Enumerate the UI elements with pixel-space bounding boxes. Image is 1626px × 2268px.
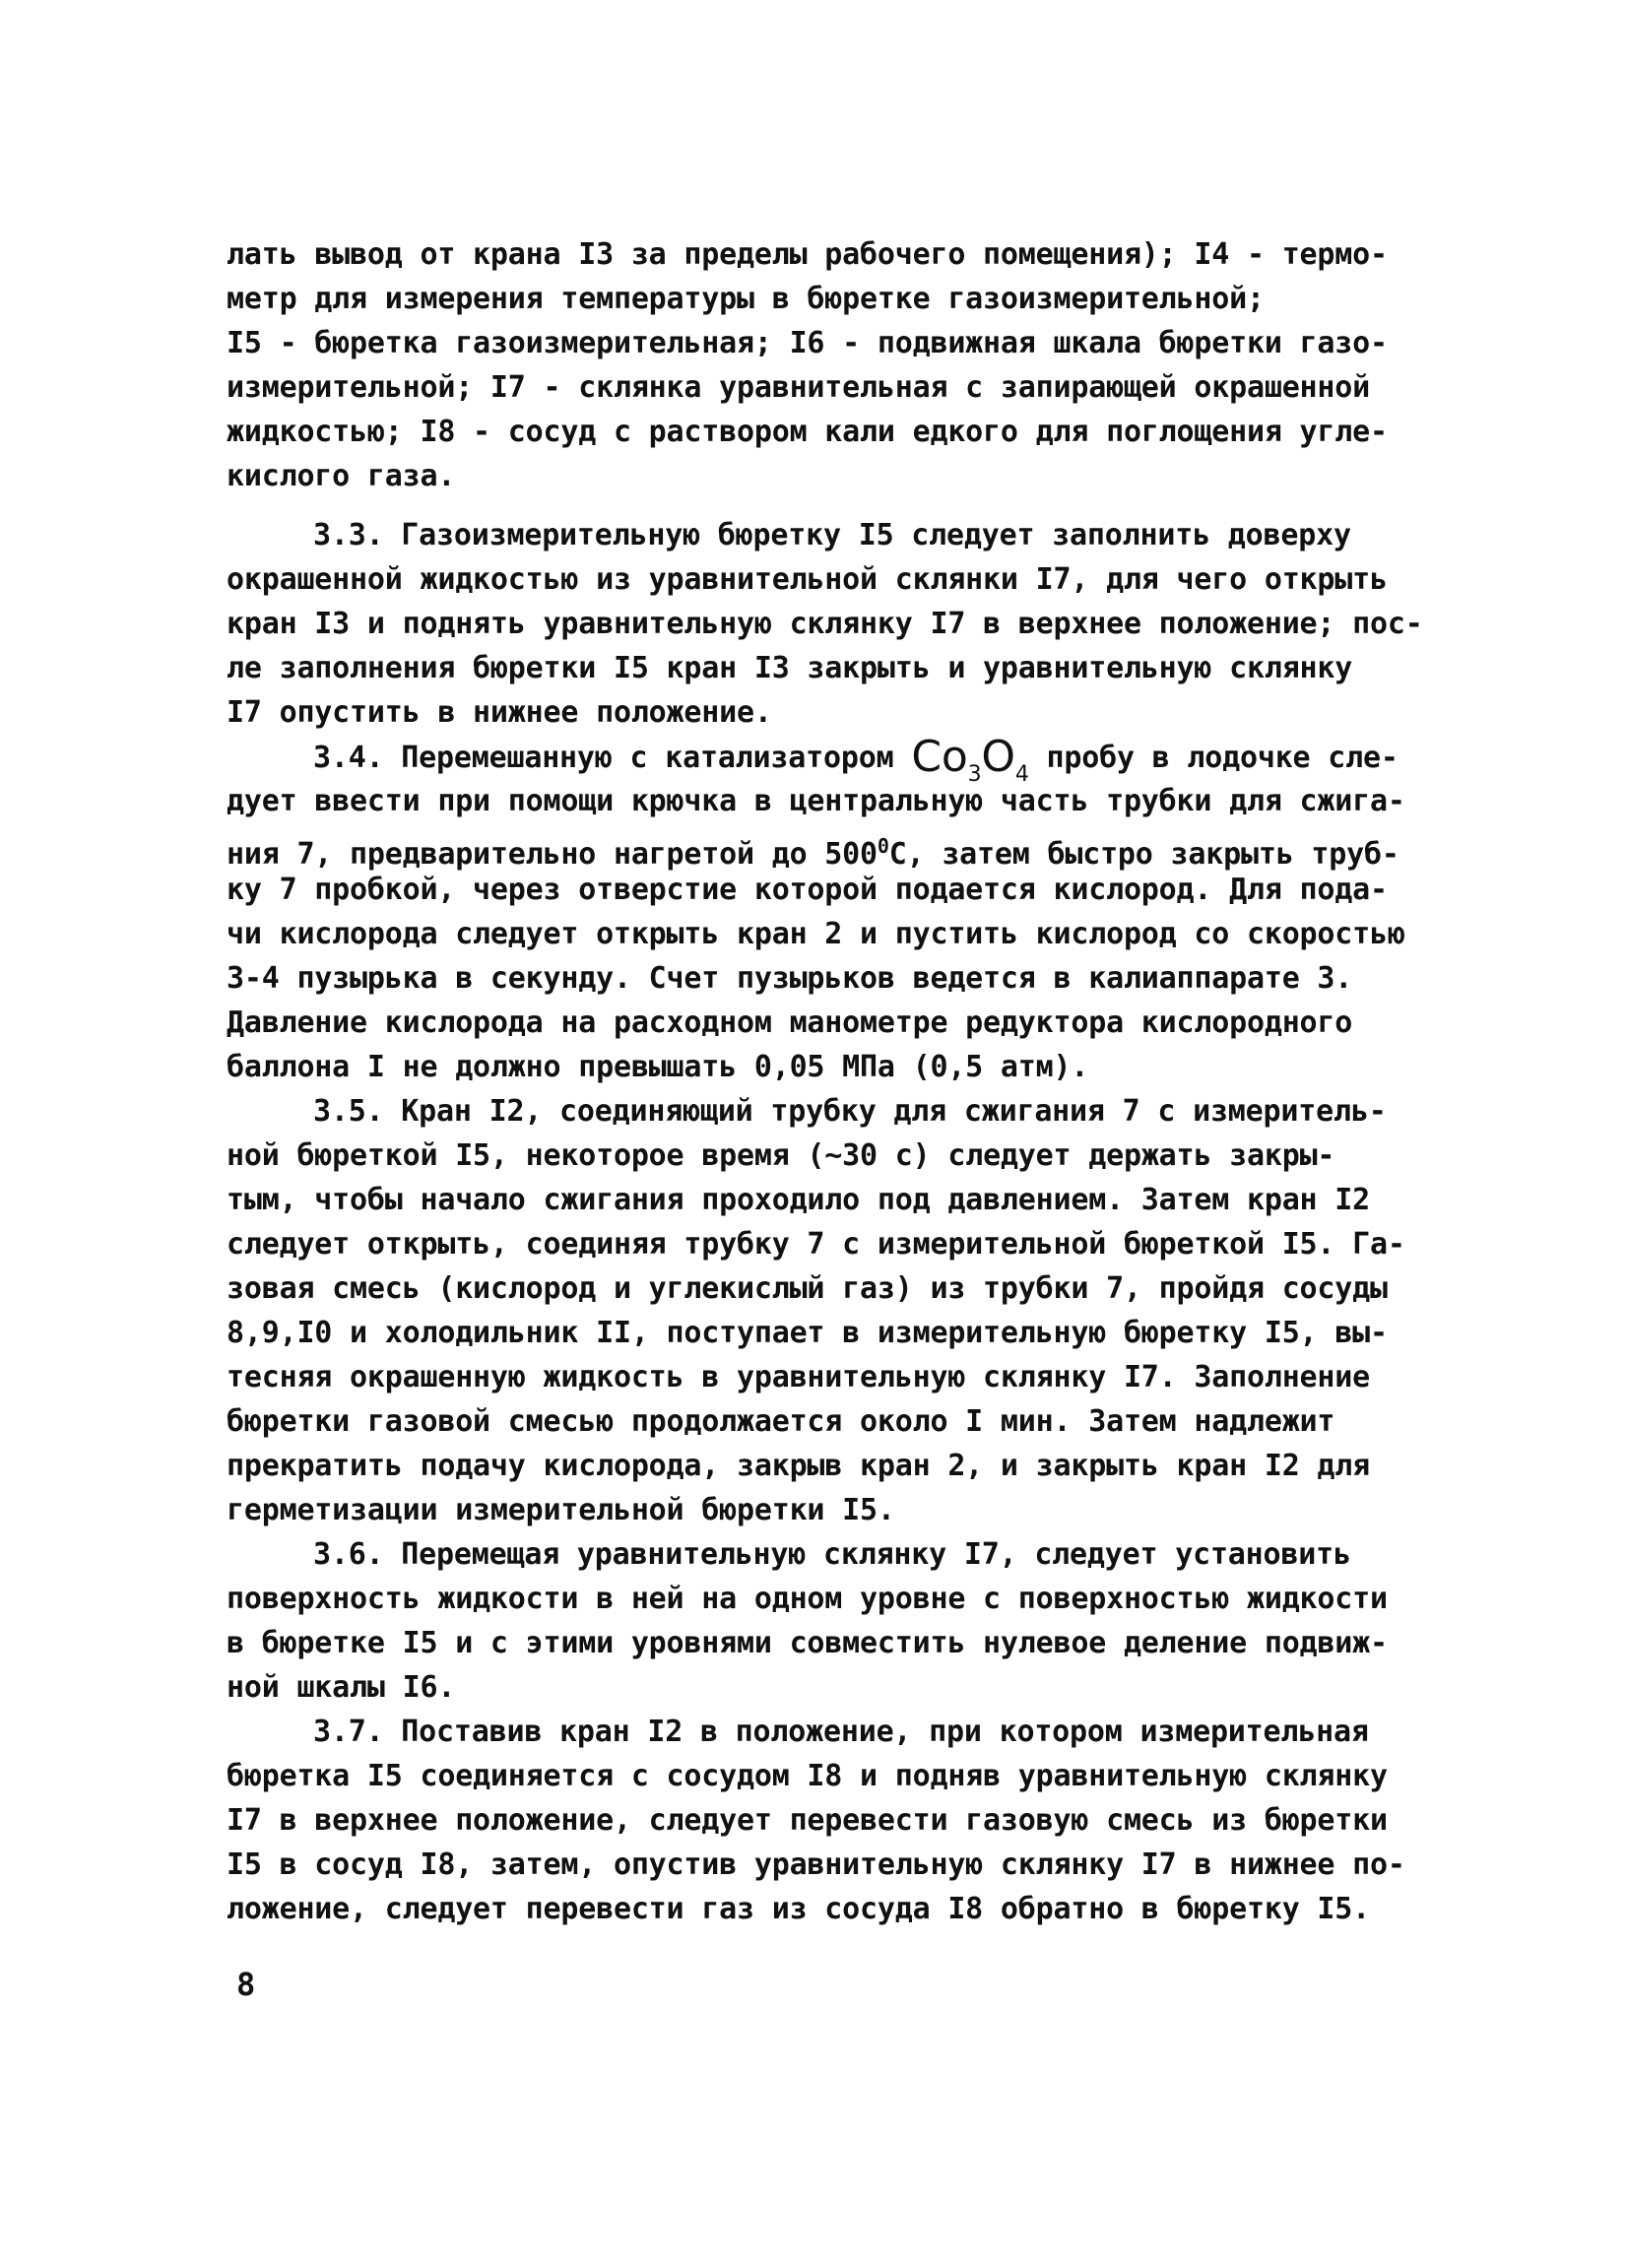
approx-symbol: ~ (824, 1138, 843, 1173)
text-line: бюретки газовой смесью продолжается около I мин. Затем надлежит (227, 1404, 1335, 1439)
text-line (227, 825, 1408, 875)
text-line: дует ввести при помощи крючка в центральную часть трубки для сжига- (227, 784, 1405, 818)
text-segment: 30 с) следует держать закры- (842, 1138, 1335, 1173)
text-line: метр для измерения температуры в бюретке газоизмерительной; (227, 282, 1265, 316)
text-line: поверхность жидкости в ней на одном уровне с поверхностью жидкости (227, 1582, 1388, 1616)
text-line: измерительной; I7 - склянка уравнительная с запирающей окрашенной (227, 370, 1370, 405)
formula-subscript: 4 (1014, 761, 1029, 787)
text-line: прекратить подачу кислорода, закрыв кран 2, и закрыть кран I2 для (227, 1449, 1370, 1483)
text-line: тым, чтобы начало сжигания проходило под давлением. Затем кран I2 (227, 1183, 1370, 1217)
paragraph-start-3-5: 3.5. Кран I2, соединяющий трубку для сжигания 7 с измеритель- (313, 1094, 1387, 1129)
text-segment: ния 7, предварительно нагретой до 500 (227, 837, 878, 872)
formula-part: Co (911, 732, 968, 782)
text-line: ку 7 пробкой, через отверстие которой подается кислород. Для пода- (227, 873, 1388, 907)
text-line: тесняя окрашенную жидкость в уравнительную склянку I7. Заполнение (227, 1360, 1370, 1394)
text-line: 8,9,I0 и холодильник II, поступает в измерительную бюретку I5, вы- (227, 1316, 1388, 1350)
paragraph-start-3-6: 3.6. Перемещая уравнительную склянку I7, следует установить (313, 1537, 1351, 1572)
text-line: кислого газа. (227, 459, 456, 493)
text-segment: ной бюреткой I5, некоторое время ( (227, 1138, 825, 1173)
paragraph-start-3-3: 3.3. Газоизмерительную бюретку I5 следует заполнить доверху (313, 518, 1351, 552)
catalyst-formula (911, 732, 1029, 787)
text-line: чи кислорода следует открыть кран 2 и пустить кислород со скоростью (227, 917, 1405, 951)
text-line: в бюретке I5 и с этими уровнями совместить нулевое деление подвиж- (227, 1626, 1388, 1660)
text-segment: C, затем быстро закрыть труб- (888, 837, 1399, 872)
text-line: Давление кислорода на расходном манометре редуктора кислородного (227, 1005, 1353, 1040)
text-line: ложение, следует перевести газ из сосуда I8 обратно в бюретку I5. (227, 1892, 1370, 1926)
text-line: бюретка I5 соединяется с сосудом I8 и подняв уравнительную склянку (227, 1759, 1388, 1793)
text-line: I5 - бюретка газоизмерительная; I6 - подвижная шкала бюретки газо- (227, 326, 1388, 360)
text-line: 3-4 пузырька в секунду. Счет пузырьков ведется в калиаппарате 3. (227, 961, 1353, 996)
text-line: жидкостью; I8 - сосуд с раствором кали едкого для поглощения угле- (227, 415, 1388, 449)
text-line: лать вывод от крана I3 за пределы рабочего помещения); I4 - термо- (227, 237, 1388, 272)
text-line: герметизации измерительной бюретки I5. (227, 1493, 895, 1527)
text-segment: пробу в лодочке сле- (1046, 741, 1398, 775)
text-line (227, 1135, 1408, 1177)
text-line: кран I3 и поднять уравнительную склянку I7 в верхнее положение; пос- (227, 607, 1423, 641)
page-number: 8 (236, 1966, 256, 2003)
text-line: зовая смесь (кислород и углекислый газ) из трубки 7, пройдя сосуды (227, 1271, 1388, 1306)
text-line: баллона I не должно превышать 0,05 МПа (0,5 атм). (227, 1050, 1089, 1084)
text-segment: 3.4. Перемешанную с катализатором (313, 741, 894, 775)
text-line: I5 в сосуд I8, затем, опустив уравнительную склянку I7 в нижнее по- (227, 1847, 1405, 1882)
text-line: окрашенной жидкостью из уравнительной склянки I7, для чего открыть (227, 562, 1388, 597)
degree-mark: 0 (877, 834, 889, 858)
text-line: ле заполнения бюретки I5 кран I3 закрыть и уравнительную склянку (227, 651, 1353, 685)
formula-subscript: 3 (967, 761, 982, 787)
text-line: следует открыть, соединяя трубку 7 с измерительной бюреткой I5. Га- (227, 1227, 1405, 1262)
text-line: I7 в верхнее положение, следует перевести газовую смесь из бюретки (227, 1803, 1388, 1838)
formula-part: O (981, 732, 1015, 782)
text-line: ной шкалы I6. (227, 1670, 456, 1705)
text-line: I7 опустить в нижнее положение. (227, 695, 772, 730)
paragraph-start-3-7: 3.7. Поставив кран I2 в положение, при котором измерительная (313, 1715, 1369, 1749)
